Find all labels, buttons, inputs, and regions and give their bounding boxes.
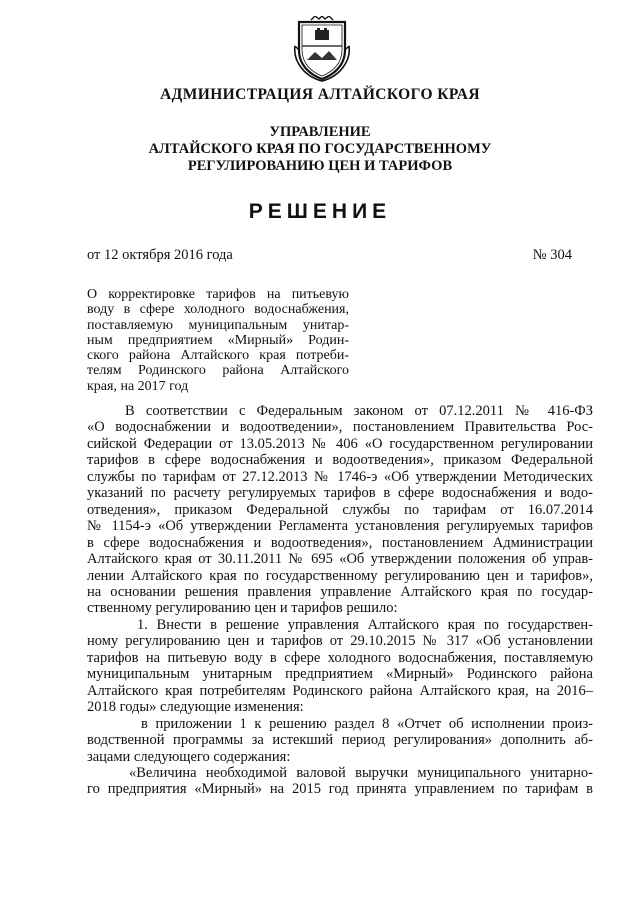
body-line: указаний по расчету регулируемых тарифов в сфере водоснабжения и водо- [87,485,593,502]
body-line: ственному регулированию цен и тарифов решило: [87,600,398,617]
body-line: Алтайского края от 30.11.2011 № 695 «Об утверждении положения об управ- [87,551,593,568]
subject-line: О корректировке тарифов на питьевую [87,287,349,302]
body-line: «О водоснабжении и водоотведении», постановлением Правительства Рос- [87,419,593,436]
body-line: В соответствии с Федеральным законом от 07.12.2011 № 416-ФЗ [125,403,593,419]
subject-line: воду в сфере холодного водоснабжения, [87,302,349,318]
body-line: муниципальным унитарным предприятием «Мирный» Родинского района [87,666,593,683]
body-line: ному регулированию цен и тарифов от 29.10.2015 № 317 «Об установлении [87,633,593,650]
subject-line: края, на 2017 год [87,378,189,394]
body-line: тарифов на питьевую воду в сфере холодного водоснабжения, поставляемую [87,649,593,666]
body-line: 1. Внести в решение управления Алтайского края по государствен- [137,616,593,633]
document-body [87,403,593,798]
department-title [0,124,640,175]
subject-line: ным предприятием «Мирный» Родин- [87,332,349,348]
body-line: го предприятия «Мирный» на 2015 год принята управлением по тарифам в [87,781,593,798]
body-line: Алтайского края потребителям Родинского района Алтайского края, на 2016– [87,682,593,699]
document-type-title: РЕШЕНИЕ [248,200,392,223]
body-line: водственной программы за истекший период регулирования» дополнить аб- [87,732,593,749]
document-number: № 304 [532,247,572,263]
body-line: сийской Федерации от 13.05.2013 № 406 «О государственном регулировании [87,435,593,452]
subject-line: поставляемую муниципальным унитар- [87,317,349,333]
document-subject [87,287,349,394]
body-line: на основании решения правления управление Алтайского края по государ- [87,583,593,600]
body-line: в приложении 1 к решению раздел 8 «Отчет об исполнении произ- [141,715,593,732]
subject-line: телям Родинского района Алтайского [87,363,349,379]
body-line: отведения», приказом Федеральной службы по тарифам от 16.07.2014 [87,501,593,518]
altai-krai-coat-of-arms-icon [293,16,351,82]
body-line: лении Алтайского края по государственному регулированию цен и тарифов», [87,567,593,584]
department-line: АЛТАЙСКОГО КРАЯ ПО ГОСУДАРСТВЕННОМУ [148,141,492,157]
document-date: от 12 октября 2016 года [87,247,233,263]
body-line: № 1154-э «Об утверждении Регламента установления регулируемых тарифов [87,518,593,535]
subject-line: ского района Алтайского края потреби- [87,348,349,364]
department-line: РЕГУЛИРОВАНИЮ ЦЕН И ТАРИФОВ [187,158,453,174]
body-line: тарифов в сфере водоснабжения и водоотведения», приказом Федеральной [87,452,593,469]
body-line: 2018 годы» следующие изменения: [87,699,304,716]
department-line: УПРАВЛЕНИЕ [269,124,371,140]
body-line: «Величина необходимой валовой выручки муниципального унитарно- [129,764,593,781]
body-line: в сфере водоснабжения и водоотведения», постановлением Администрации [87,534,593,551]
body-line: службы по тарифам от 27.12.2013 № 1746-э «Об утверждении Методических [87,468,593,485]
body-line: зацами следующего содержания: [87,748,291,765]
administration-title: АДМИНИСТРАЦИЯ АЛТАЙСКОГО КРАЯ [160,86,480,103]
